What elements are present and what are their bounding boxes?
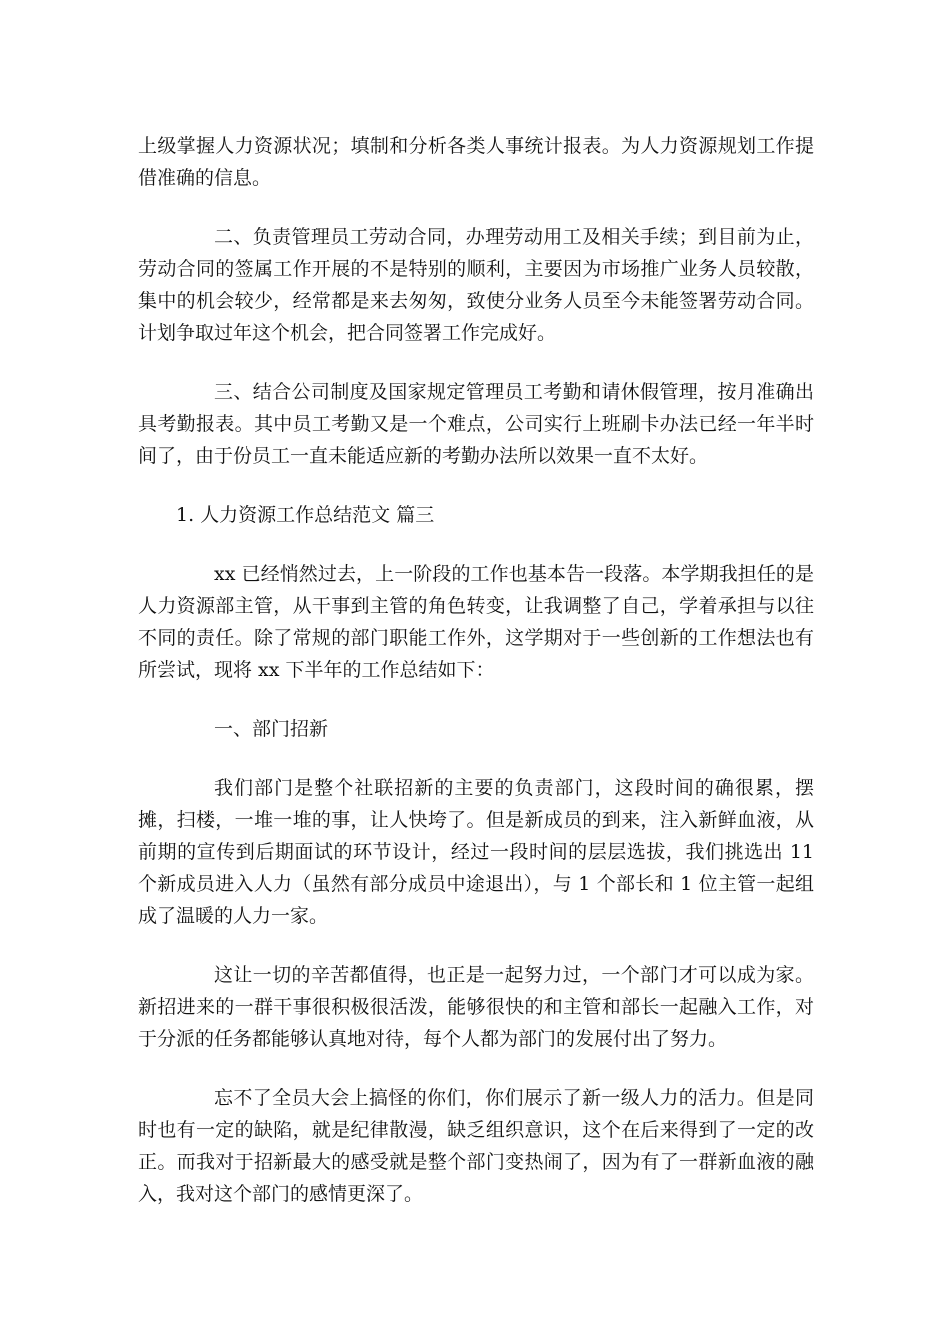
subsection-heading: 一、部门招新 — [214, 718, 329, 740]
section-heading: 1. 人力资源工作总结范文 篇三 — [176, 504, 435, 526]
paragraph-recruitment: 我们部门是整个社联招新的主要的负责部门，这段时间的确很累，摆摊，扫楼，一堆一堆的事，让人快垮了。但是新成员的到来，注入新鲜血液，从前期的宣传到后期面试的环节设计，经过一段时间的层层选拔，我们挑选出 11 个新成员进入人力（虽然有部分成员中途退出），与 1 个部长和 1 位主管一起组成了温暖的人力一家。 — [138, 777, 814, 927]
paragraph-team: 这让一切的辛苦都值得，也正是一起努力过，一个部门才可以成为家。新招进来的一群干事很积极很活泼，能够很快的和主管和部长一起融入工作，对于分派的任务都能够认真地对待，每个人都为部门的发展付出了努力。 — [138, 964, 814, 1050]
paragraph-attendance: 三、结合公司制度及国家规定管理员工考勤和请休假管理，按月准确出具考勤报表。其中员工考勤又是一个难点，公司实行上班刷卡办法已经一年半时间了，由于份员工一直未能适应新的考勤办法所以效果一直不太好。 — [138, 381, 814, 467]
paragraph-labor-contract: 二、负责管理员工劳动合同，办理劳动用工及相关手续；到目前为止，劳动合同的签属工作开展的不是特别的顺利，主要因为市场推广业务人员较散，集中的机会较少，经常都是来去匆匆，致使分业务人员至今未能签署劳动合同。计划争取过年这个机会，把合同签署工作完成好。 — [138, 226, 814, 344]
paragraph-intro: xx 已经悄然过去，上一阶段的工作也基本告一段落。本学期我担任的是人力资源部主管，从干事到主管的角色转变，让我调整了自己，学着承担与以往不同的责任。除了常规的部门职能工作外，这学期对于一些创新的工作想法也有所尝试，现将 xx 下半年的工作总结如下： — [138, 563, 814, 681]
paragraph-reflection: 忘不了全员大会上搞怪的你们，你们展示了新一级人力的活力。但是同时也有一定的缺陷，就是纪律散漫，缺乏组织意识，这个在后来得到了一定的改正。而我对于招新最大的感受就是整个部门变热闹了，因为有了一群新血液的融入，我对这个部门的感情更深了。 — [138, 1087, 814, 1205]
document-body — [138, 130, 814, 1237]
paragraph-continuation: 上级掌握人力资源状况；填制和分析各类人事统计报表。为人力资源规划工作提借准确的信息。 — [138, 135, 814, 189]
